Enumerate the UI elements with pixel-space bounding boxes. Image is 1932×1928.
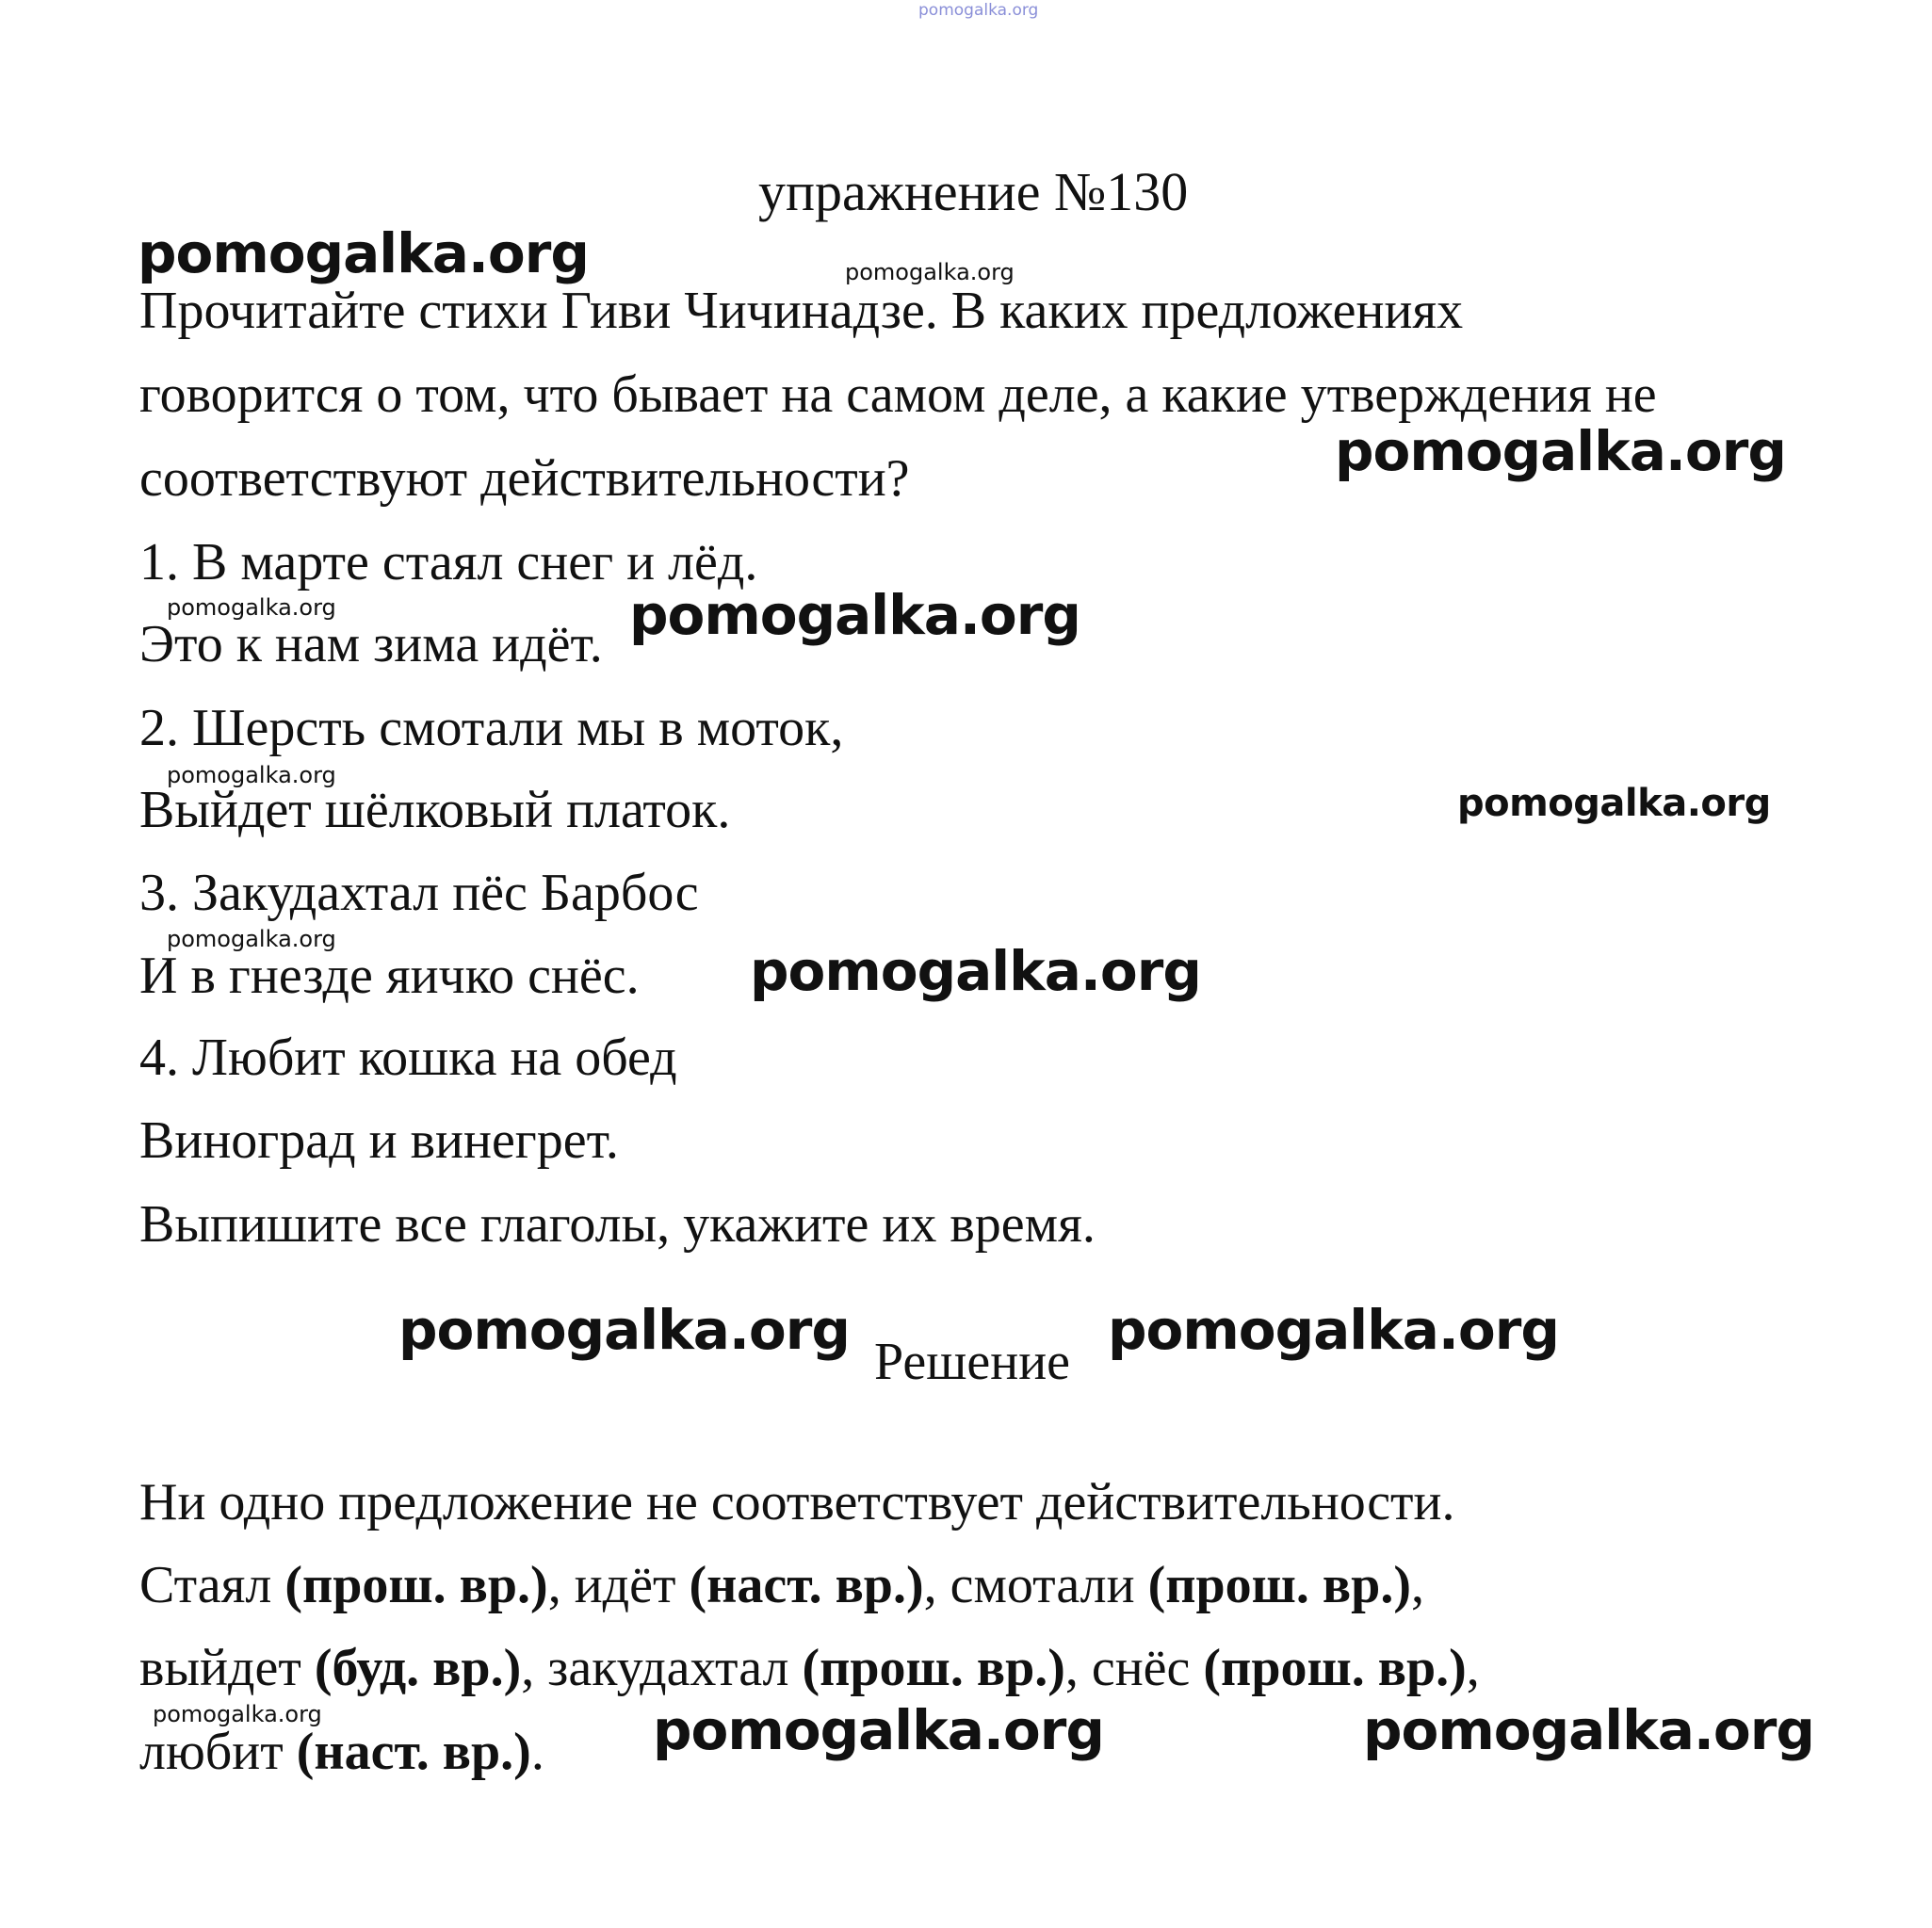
- watermark: pomogalka.org: [1363, 1698, 1814, 1762]
- tense-label: (наст. вр.): [296, 1723, 531, 1781]
- verb: любит: [139, 1723, 284, 1781]
- poem-line-2: Это к нам зима идёт.: [139, 615, 603, 673]
- verb: идёт: [574, 1556, 676, 1614]
- poem-line-5: 3. Закудахтал пёс Барбос: [139, 864, 699, 922]
- instruction: Выпишите все глаголы, укажите их время.: [139, 1195, 1096, 1254]
- top-watermark: pomogalka.org: [918, 1, 1039, 20]
- tense-label: (прош. вр.): [802, 1639, 1065, 1697]
- verb: снёс: [1091, 1639, 1191, 1697]
- poem-line-7: 4. Любит кошка на обед: [139, 1029, 677, 1087]
- watermark: pomogalka.org: [167, 926, 336, 952]
- tense-label: (прош. вр.): [1147, 1556, 1411, 1614]
- intro-line-1: Прочитайте стихи Гиви Чичинадзе. В каких предложениях: [139, 282, 1464, 340]
- exercise-title: упражнение №130: [758, 161, 1189, 222]
- tense-label: (буд. вр.): [314, 1639, 522, 1697]
- watermark: pomogalka.org: [167, 594, 336, 621]
- verb: Стаял: [139, 1556, 272, 1614]
- watermark: pomogalka.org: [1108, 1298, 1559, 1362]
- poem-line-1: 1. В марте стаял снег и лёд.: [139, 533, 758, 591]
- poem-line-8: Виноград и винегрет.: [139, 1111, 619, 1170]
- watermark: pomogalka.org: [398, 1298, 850, 1362]
- tense-label: (наст. вр.): [689, 1556, 924, 1614]
- solution-heading: Решение: [874, 1333, 1071, 1391]
- solution-statement: Ни одно предложение не соответствует действительности.: [139, 1473, 1455, 1531]
- verbs-line-2: выйдет (буд. вр.), закудахтал (прош. вр.), снёс (прош. вр.),: [139, 1639, 1480, 1697]
- poem-line-3: 2. Шерсть смотали мы в моток,: [139, 699, 844, 757]
- intro-line-2: говорится о том, что бывает на самом деле, а какие утверждения не: [139, 365, 1657, 424]
- intro-line-3: соответствуют действительности?: [139, 449, 910, 508]
- verb: выйдет: [139, 1639, 301, 1697]
- watermark: pomogalka.org: [629, 583, 1080, 647]
- poem-line-6: И в гнезде яичко снёс.: [139, 947, 640, 1005]
- watermark: pomogalka.org: [1457, 782, 1771, 825]
- verbs-line-3: любит (наст. вр.).: [139, 1723, 544, 1781]
- watermark: pomogalka.org: [167, 762, 336, 788]
- watermark: pomogalka.org: [138, 221, 589, 285]
- watermark: pomogalka.org: [845, 259, 1015, 285]
- tense-label: (прош. вр.): [1203, 1639, 1467, 1697]
- verbs-line-1: Стаял (прош. вр.), идёт (наст. вр.), смотали (прош. вр.),: [139, 1556, 1424, 1614]
- watermark: pomogalka.org: [750, 939, 1201, 1003]
- watermark: pomogalka.org: [653, 1698, 1104, 1762]
- verb: смотали: [950, 1556, 1135, 1614]
- tense-label: (прош. вр.): [284, 1556, 548, 1614]
- poem-line-4: Выйдет шёлковый платок.: [139, 781, 731, 839]
- watermark: pomogalka.org: [1335, 419, 1786, 483]
- watermark: pomogalka.org: [153, 1701, 322, 1727]
- verb: закудахтал: [547, 1639, 789, 1697]
